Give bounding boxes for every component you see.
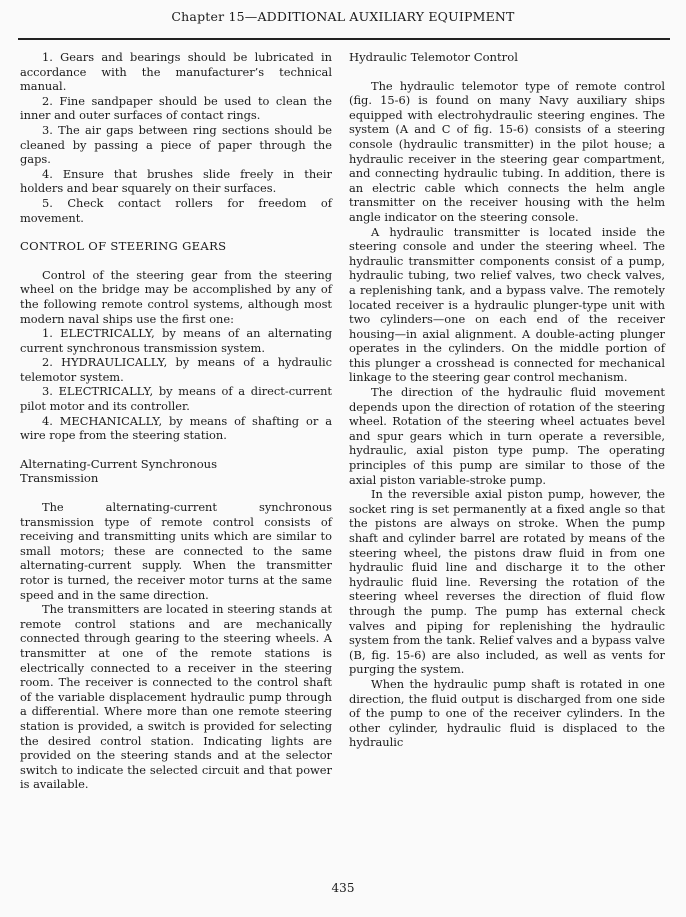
subheading: Alternating-Current Synchronous Transmission bbox=[20, 456, 218, 486]
paragraph: When the hydraulic pump shaft is rotated in one direction, the fluid output is discharged from one side of the pump to one of the receiver cylinders. In the other cylinder, hydraulic fluid is displaced to the hydraulic bbox=[349, 676, 665, 750]
left-column bbox=[20, 50, 332, 792]
running-header: Chapter 15—ADDITIONAL AUXILIARY EQUIPMENT bbox=[171, 9, 515, 24]
maintenance-item: 1. Gears and bearings should be lubricated in accordance with the manufacturer’s technical manual. bbox=[20, 50, 332, 94]
maintenance-item: 2. Fine sandpaper should be used to clean the inner and outer surfaces of contact rings. bbox=[20, 93, 332, 123]
paragraph: The direction of the hydraulic fluid movement depends upon the direction of rotation of the steering wheel. Rotation of the steering wheel actuates bevel and spur gears which in turn operate a reversible, hydraulic, axial piston type pump. The operating principles of this pump are similar to those of the axial piston variable-stroke pump. bbox=[349, 385, 665, 487]
maintenance-item: 3. The air gaps between ring sections should be cleaned by passing a piece of paper through the gaps. bbox=[20, 122, 332, 167]
right-column bbox=[349, 50, 665, 750]
section-heading: CONTROL OF STEERING GEARS bbox=[20, 239, 227, 254]
subheading: Hydraulic Telemotor Control bbox=[349, 50, 518, 64]
paragraph: The transmitters are located in steering stands at remote control stations and are mechanically connected through gearing to the steering wheels. A transmitter at one of the remote stations is electrically connected to a receiver in the steering room. The receiver is connected to the control shaft of the variable displacement hydraulic pump through a differential. Where more than one remote steering station is provided, a switch is provided for selecting the desired control station. Indicating lights are provided on the steering stands and at the selector switch to indicate the selected circuit and that power is available. bbox=[20, 602, 332, 792]
paragraph: The alternating-current synchronous transmission type of remote control consists of receiving and transmitting units which are similar to small motors; these are connected to the same alternating-current supply. When the transmitter rotor is turned, the receiver motor turns at the same speed and in the same direction. bbox=[20, 500, 332, 602]
page-number: 435 bbox=[331, 881, 355, 895]
paragraph: The hydraulic telemotor type of remote control (fig. 15-6) is found on many Navy auxiliary ships equipped with electrohydraulic steering engines. The system (A and C of fig. 15-6) consists of a steering console (hydraulic transmitter) in the pilot house; a hydraulic receiver in the steering gear compartment, and connecting hydraulic tubing. In addition, there is an electric cable which connects the helm angle transmitter on the receiver housing with the helm angle indicator on the steering console. bbox=[349, 78, 665, 224]
control-system-item: 1. ELECTRICALLY, by means of an alternating current synchronous transmission system. bbox=[20, 326, 332, 355]
maintenance-item: 4. Ensure that brushes slide freely in their holders and bear squarely on their surfaces. bbox=[20, 166, 332, 196]
paragraph: In the reversible axial piston pump, however, the socket ring is set permanently at a fixed angle so that the pistons are always on stroke. When the pump shaft and cylinder barrel are rotated by means of the steering wheel, the pistons draw fluid in from one hydraulic fluid line and discharge it to the other hydraulic fluid line. Reversing the rotation of the steering wheel reverses the direction of fluid flow through the pump. The pump has external check valves and piping for replenishing the hydraulic system from the tank. Relief valves and a bypass valve (B, fig. 15-6) are also included, as well as vents for purging the system. bbox=[349, 487, 665, 677]
control-system-item: 4. MECHANICALLY, by means of shafting or a wire rope from the steering station. bbox=[20, 413, 332, 443]
header-rule bbox=[18, 38, 670, 40]
paragraph: A hydraulic transmitter is located inside the steering console and under the steering wheel. The hydraulic transmitter components consist of a pump, hydraulic tubing, two relief valves, two check valves, a replenishing tank, and a bypass valve. The remotely located receiver is a hydraulic plunger-type unit with two cylinders—one on each end of the receiver housing—in axial alignment. A double-acting plunger operates in the cylinders. On the middle portion of this plunger a crosshead is connected for mechanical linkage to the steering gear control mechanism. bbox=[349, 224, 665, 385]
section-intro: Control of the steering gear from the steering wheel on the bridge may be accomplished by any of the following remote control systems, although most modern naval ships use the first one: bbox=[20, 267, 332, 326]
control-system-item: 3. ELECTRICALLY, by means of a direct-current pilot motor and its controller. bbox=[20, 384, 332, 414]
control-system-item: 2. HYDRAULICALLY, by means of a hydraulic telemotor system. bbox=[20, 355, 332, 384]
maintenance-item: 5. Check contact rollers for freedom of movement. bbox=[20, 195, 332, 225]
